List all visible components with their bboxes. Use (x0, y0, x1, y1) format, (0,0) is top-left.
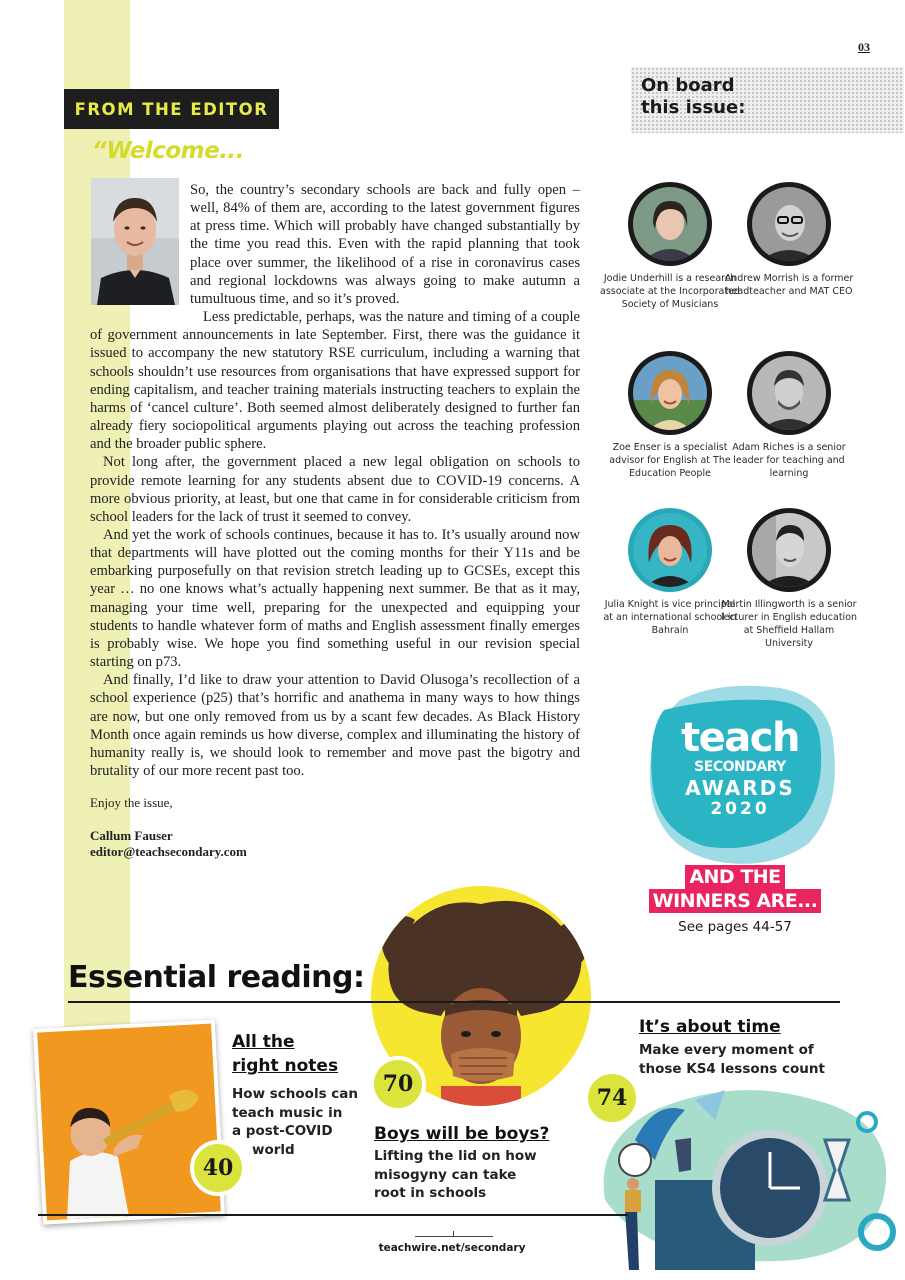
article-desc-boys: Lifting the lid on how misogyny can take root in schools (374, 1148, 537, 1201)
page-badge[interactable]: 70 (370, 1056, 426, 1112)
article-title-boys[interactable]: Boys will be boys? (374, 1124, 550, 1144)
editor-email[interactable]: editor@teachsecondary.com (90, 844, 247, 860)
contributor-avatar (747, 182, 831, 266)
contributor-card (719, 351, 859, 480)
letter-paragraph: And finally, I’d like to draw your attention to David Olusoga’s recollection of a school experience (p25) that’s horrific and anathema in many ways to how things are now, but one only removed from us by a scant few decades. As Black History Month once again reminds us how diverse, complex and illuminating the history of humanity really is, we should look to remember and move past the bigotry and brutality of our more recent past too. (90, 672, 580, 779)
awards-badge[interactable] (640, 680, 840, 870)
enjoy-line: Enjoy the issue, (90, 795, 173, 811)
awards-year: 2020 (710, 799, 770, 819)
contributor-avatar (747, 351, 831, 435)
page-badge[interactable]: 40 (190, 1140, 246, 1196)
bottom-divider (38, 1214, 628, 1216)
awards-teach-wordmark: teach (681, 715, 799, 761)
clock-illustration (595, 1080, 905, 1270)
contributor-card (719, 508, 859, 650)
footer-tick (453, 1231, 454, 1237)
article-desc-time: Make every moment of those KS4 lessons count (639, 1042, 825, 1077)
article-title-music[interactable]: All the right notes (232, 1032, 339, 1076)
winners-banner (641, 865, 829, 913)
essential-divider (68, 1001, 840, 1003)
winners-line-2: WINNERS ARE... (649, 889, 822, 913)
contributor-caption: Andrew Morrish is a former headteacher and MAT CEO (724, 273, 854, 297)
contributor-card (719, 182, 859, 298)
from-the-editor-banner: FROM THE EDITOR (64, 89, 279, 129)
contributor-avatar (628, 351, 712, 435)
page-badge[interactable]: 74 (584, 1070, 640, 1126)
trumpet-boy-photo (33, 1019, 225, 1224)
contributor-caption: Martin Illingworth is a senior lecturer in English education at Sheffield Hallam University (720, 599, 858, 649)
article-desc-music: How schools can teach music in a post-COVID world (232, 1086, 359, 1158)
awards-blob-shape (640, 680, 840, 870)
contributor-avatar (628, 508, 712, 592)
letter-paragraph: Less predictable, perhaps, was the nature and timing of a couple of government announcements in late September. First, there was the guidance it issued to accompany the new statutory RSE curriculum, including a warning that schools shouldn’t use resources from organisations that have expressed support for ending capitalism, and teacher training materials instructing teachers to explain the harms of ‘cancel culture’. Both seemed almost deliberately designed to further fan already fiery sociopolitical arguments playing out across the teaching profession and the broader public sphere. (90, 309, 580, 453)
letter-paragraph: Not long after, the government placed a new legal obligation on schools to provide remote learning for any students absent due to COVID-19 concerns. A more obvious priority, at least, but one that came in for considerable criticism from school leaders for the lack of trust it seemed to convey. (90, 454, 580, 525)
contributor-caption: Jodie Underhill is a research associate at the Incorporated Society of Musicians (600, 273, 740, 310)
contributor-avatar (747, 508, 831, 592)
contributor-caption: Adam Riches is a senior leader for teaching and learning (732, 442, 846, 479)
contributor-avatar (628, 182, 712, 266)
letter-paragraph: And yet the work of schools continues, because it has to. It’s usually around now that departments will have plotted out the coming months for their Y11s and be embarking purposefully on that revision stretch leading up to GCSEs, except this year … no one knows what’s actually happening next summer. Be that as it may, managing your time well, preparing for the unexpected and equipping your students to handle whatever form of maths and English assessment finally emerges is probably wise. We hope you find something useful in our revision special starting on p73. (90, 526, 580, 671)
on-board-title: On board this issue: (641, 75, 746, 118)
footer-url-link[interactable]: teachwire.net/secondary (378, 1242, 526, 1254)
editor-letter (90, 181, 580, 860)
awards-secondary-wordmark: SECONDARY (694, 759, 786, 775)
footer-rule (415, 1236, 493, 1237)
awards-label: AWARDS (685, 776, 795, 800)
winners-line-1: AND THE (685, 865, 784, 889)
see-pages-link[interactable]: See pages 44-57 (678, 919, 792, 935)
letter-paragraph: So, the country’s secondary schools are back and fully open – well, 84% of them are, according to the latest government figures at press time. Which will probably have changed substantially by the time you read this. Even with the rapid planning that took place over summer, the likelihood of a rise in coronavirus cases and regional lockdowns was always going to make autumn a tumultuous time, and so it’s proved. (190, 182, 580, 307)
contributor-caption: Julia Knight is vice principal at an international school in Bahrain (603, 599, 737, 636)
contributor-caption: Zoe Enser is a specialist advisor for English at The Education People (609, 442, 731, 479)
page-number: 03 (858, 40, 870, 54)
on-board-panel (631, 67, 904, 133)
essential-reading-title: Essential reading: (68, 960, 365, 995)
article-title-time[interactable]: It’s about time (639, 1017, 781, 1037)
editor-name: Callum Fauser (90, 828, 173, 844)
welcome-heading: “Welcome... (92, 138, 244, 164)
